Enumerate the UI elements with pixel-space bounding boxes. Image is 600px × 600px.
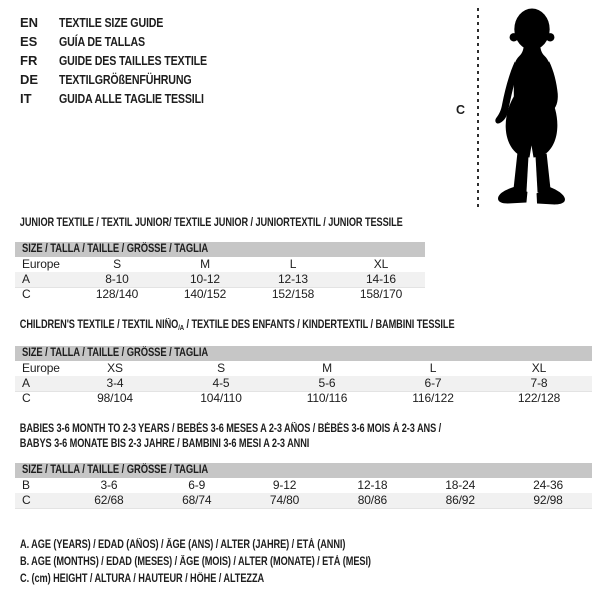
size-cell: L	[289, 257, 297, 271]
language-label: TEXTILE SIZE GUIDE	[59, 15, 164, 30]
language-label: GUÍA DE TALLAS	[59, 34, 145, 49]
legend-notes	[20, 537, 459, 588]
size-cell: 6-7	[424, 376, 442, 390]
size-cell: 3-4	[106, 376, 124, 390]
height-measure-line	[477, 8, 479, 211]
title-segment: JUNIOR TEXTILE / TEXTIL JUNIOR/ TEXTILE JUNIOR / JUNIORTEXTIL / JUNIOR TESSILE	[19, 217, 403, 229]
table-row	[15, 493, 592, 508]
language-code: ES	[20, 34, 38, 49]
table-row	[15, 376, 592, 391]
size-header-bar	[15, 346, 592, 361]
size-cell: 9-12	[272, 478, 297, 492]
size-cell: 3-6	[100, 478, 118, 492]
language-code: IT	[20, 91, 32, 106]
size-cell: 6-9	[188, 478, 206, 492]
row-label: C	[22, 391, 31, 405]
size-cell: 104/110	[200, 391, 242, 405]
table-title-line	[15, 216, 403, 231]
title-segment: /A	[178, 323, 185, 332]
title-segment: BABIES 3-6 MONTH TO 2-3 YEARS / BEBÉS 3-6 MESES A 2-3 AÑOS / BÉBÉS 3-6 MOIS À 2-3 ANS /	[19, 423, 442, 435]
row-label: Europe	[22, 361, 60, 375]
size-cell: M	[322, 361, 332, 375]
table-title	[15, 422, 592, 452]
size-cell: 68/74	[182, 493, 212, 507]
size-header-text: SIZE / TALLA / TAILLE / GRÖSSE / TAGLIA	[22, 347, 209, 359]
table-title-line	[15, 422, 477, 437]
size-cell: S	[217, 361, 225, 375]
size-header-text: SIZE / TALLA / TAILLE / GRÖSSE / TAGLIA	[22, 243, 209, 255]
language-label: TEXTILGRÖßENFÜHRUNG	[59, 72, 192, 87]
language-row	[20, 70, 239, 89]
size-cell: 62/68	[94, 493, 124, 507]
size-cell: 140/152	[183, 287, 227, 301]
language-row	[20, 32, 239, 51]
row-label: B	[22, 478, 30, 492]
size-cell: 152/158	[271, 287, 315, 301]
size-cell: 86/92	[445, 493, 475, 507]
language-code: EN	[20, 15, 39, 30]
toddler-silhouette-icon	[486, 6, 578, 208]
size-cell: 14-16	[366, 272, 396, 286]
note-line: A. AGE (YEARS) / EDAD (AÑOS) / ÂGE (ANS) / ALTER (JAHRE) / ETÀ (ANNI)	[20, 539, 346, 551]
table-title-line	[15, 437, 477, 452]
table-title-line	[15, 318, 477, 335]
size-cell: XL	[531, 361, 547, 375]
row-label: Europe	[22, 257, 60, 271]
language-header	[20, 13, 239, 108]
language-code: DE	[20, 72, 39, 87]
size-header-bar	[15, 463, 592, 478]
size-table-babies	[15, 422, 592, 508]
table-row	[15, 287, 425, 302]
size-table-junior	[15, 216, 425, 302]
size-cell: 10-12	[190, 272, 220, 286]
size-header-bar	[15, 242, 425, 257]
table-title	[15, 216, 425, 231]
size-cell: 116/122	[412, 391, 454, 405]
row-label: C	[22, 493, 31, 507]
size-cell: L	[429, 361, 437, 375]
size-cell: 18-24	[445, 478, 476, 492]
size-cell: 110/116	[306, 391, 348, 405]
size-cell: 128/140	[95, 287, 139, 301]
size-cell: XL	[373, 257, 389, 271]
title-segment: / TEXTILE DES ENFANTS / KINDERTEXTIL / BAMBINI TESSILE	[184, 319, 455, 331]
row-label: A	[22, 272, 30, 286]
table-row	[15, 391, 592, 406]
size-header-text: SIZE / TALLA / TAILLE / GRÖSSE / TAGLIA	[22, 464, 209, 476]
size-cell: 158/170	[359, 287, 403, 301]
table-title	[15, 318, 592, 335]
size-cell: 12-13	[278, 272, 308, 286]
table-row	[15, 257, 425, 272]
size-cell: 80/86	[357, 493, 388, 507]
size-cell: 8-10	[105, 272, 129, 286]
size-cell: 7-8	[530, 376, 548, 390]
size-cell: 5-6	[318, 376, 336, 390]
language-row	[20, 51, 239, 70]
size-cell: 122/128	[517, 391, 561, 405]
size-cell: M	[200, 257, 210, 271]
figure-measure-label: C	[456, 103, 466, 117]
row-label: C	[22, 287, 31, 301]
size-cell: 24-36	[533, 478, 564, 492]
language-code: FR	[20, 53, 38, 68]
language-row	[20, 13, 239, 32]
note-line: B. AGE (MONTHS) / EDAD (MESES) / ÂGE (MOIS) / ALTER (MONATE) / ETÀ (MESI)	[20, 556, 371, 568]
size-cell: 98/104	[97, 391, 133, 405]
note-line: C. (cm) HEIGHT / ALTURA / HAUTEUR / HÖHE / ALTEZZA	[20, 573, 265, 585]
title-segment: CHILDREN'S TEXTILE / TEXTIL NIÑO	[19, 319, 179, 331]
height-figure	[450, 4, 600, 219]
table-row	[15, 478, 592, 493]
size-cell: S	[113, 257, 121, 271]
table-row	[15, 272, 425, 287]
size-cell: 92/98	[533, 493, 563, 507]
title-segment: BABYS 3-6 MONATE BIS 2-3 JAHRE / BAMBINI 3-6 MESI A 2-3 ANNI	[19, 438, 310, 450]
table-row	[15, 361, 592, 376]
size-cell: 4-5	[212, 376, 230, 390]
language-row	[20, 89, 239, 108]
language-label: GUIDA ALLE TAGLIE TESSILI	[59, 91, 204, 106]
size-cell: 74/80	[269, 493, 300, 507]
size-cell: XS	[107, 361, 123, 375]
size-table-children	[15, 318, 592, 406]
size-cell: 12-18	[357, 478, 388, 492]
row-label: A	[22, 376, 30, 390]
language-label: GUIDE DES TAILLES TEXTILE	[59, 53, 207, 68]
